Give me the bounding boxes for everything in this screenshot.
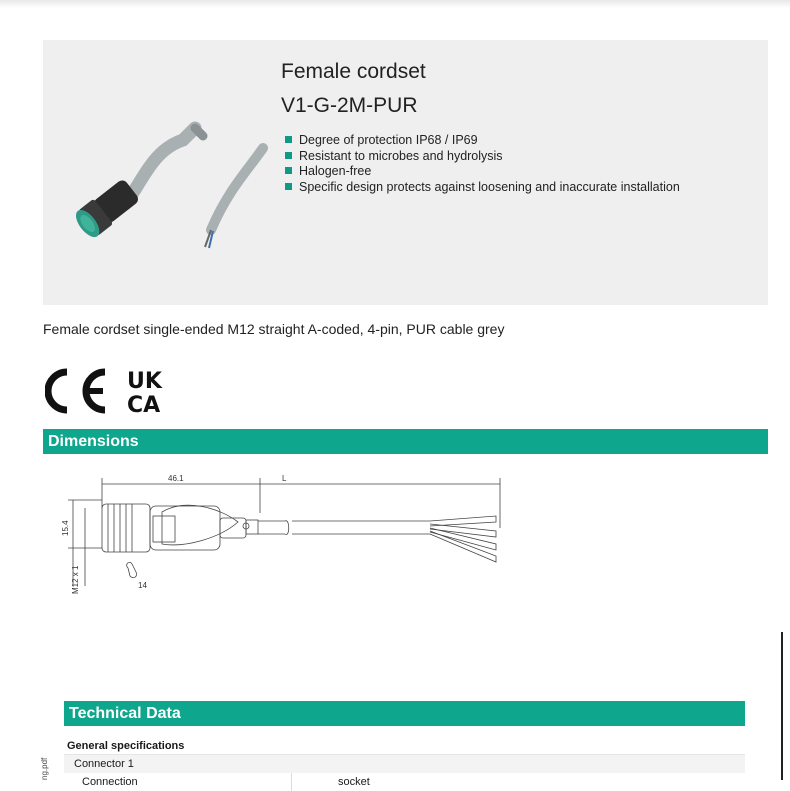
technical-data-heading: Technical Data — [64, 701, 745, 726]
feature-item: Degree of protection IP68 / IP69 — [283, 133, 683, 147]
spec-row-label: Connection — [82, 776, 138, 788]
top-shadow — [0, 0, 790, 8]
spec-row-value: socket — [338, 776, 370, 788]
bullet-icon — [285, 183, 292, 190]
feature-list — [283, 133, 683, 195]
product-model: V1-G-2M-PUR — [281, 94, 418, 117]
product-hero-panel — [43, 40, 768, 305]
feature-item: Halogen-free — [283, 164, 683, 178]
spec-section-header: General specifications — [64, 737, 745, 755]
dimensions-heading: Dimensions — [43, 429, 768, 454]
product-description: Female cordset single-ended M12 straight A-coded, 4-pin, PUR cable grey — [43, 321, 505, 337]
dimension-label-length: 46.1 — [168, 474, 184, 483]
page-edge-rule — [781, 632, 783, 780]
dimension-label-l: L — [282, 474, 287, 483]
sidebar-filename: ng.pdf — [40, 757, 49, 780]
product-image — [63, 110, 273, 270]
product-title: Female cordset — [281, 60, 426, 83]
spec-subsection: Connector 1 — [64, 755, 745, 773]
certification-marks — [45, 368, 185, 416]
bullet-icon — [285, 152, 292, 159]
dimension-drawing — [50, 468, 510, 598]
feature-item: Resistant to microbes and hydrolysis — [283, 149, 683, 163]
spec-row — [64, 773, 745, 791]
bullet-icon — [285, 167, 292, 174]
dimension-label-thread: M12 x 1 — [71, 565, 80, 594]
ukca-mark-top: UK — [127, 369, 162, 394]
table-divider — [291, 773, 292, 791]
bullet-icon — [285, 136, 292, 143]
ce-mark-icon — [48, 372, 105, 410]
dimension-label-diameter: 15.4 — [61, 520, 70, 536]
ukca-mark-bottom: CA — [127, 393, 161, 416]
spec-table — [64, 737, 745, 791]
dimension-label-wrench: 14 — [138, 581, 147, 590]
feature-item: Specific design protects against loosening and inaccurate installation — [283, 180, 683, 194]
